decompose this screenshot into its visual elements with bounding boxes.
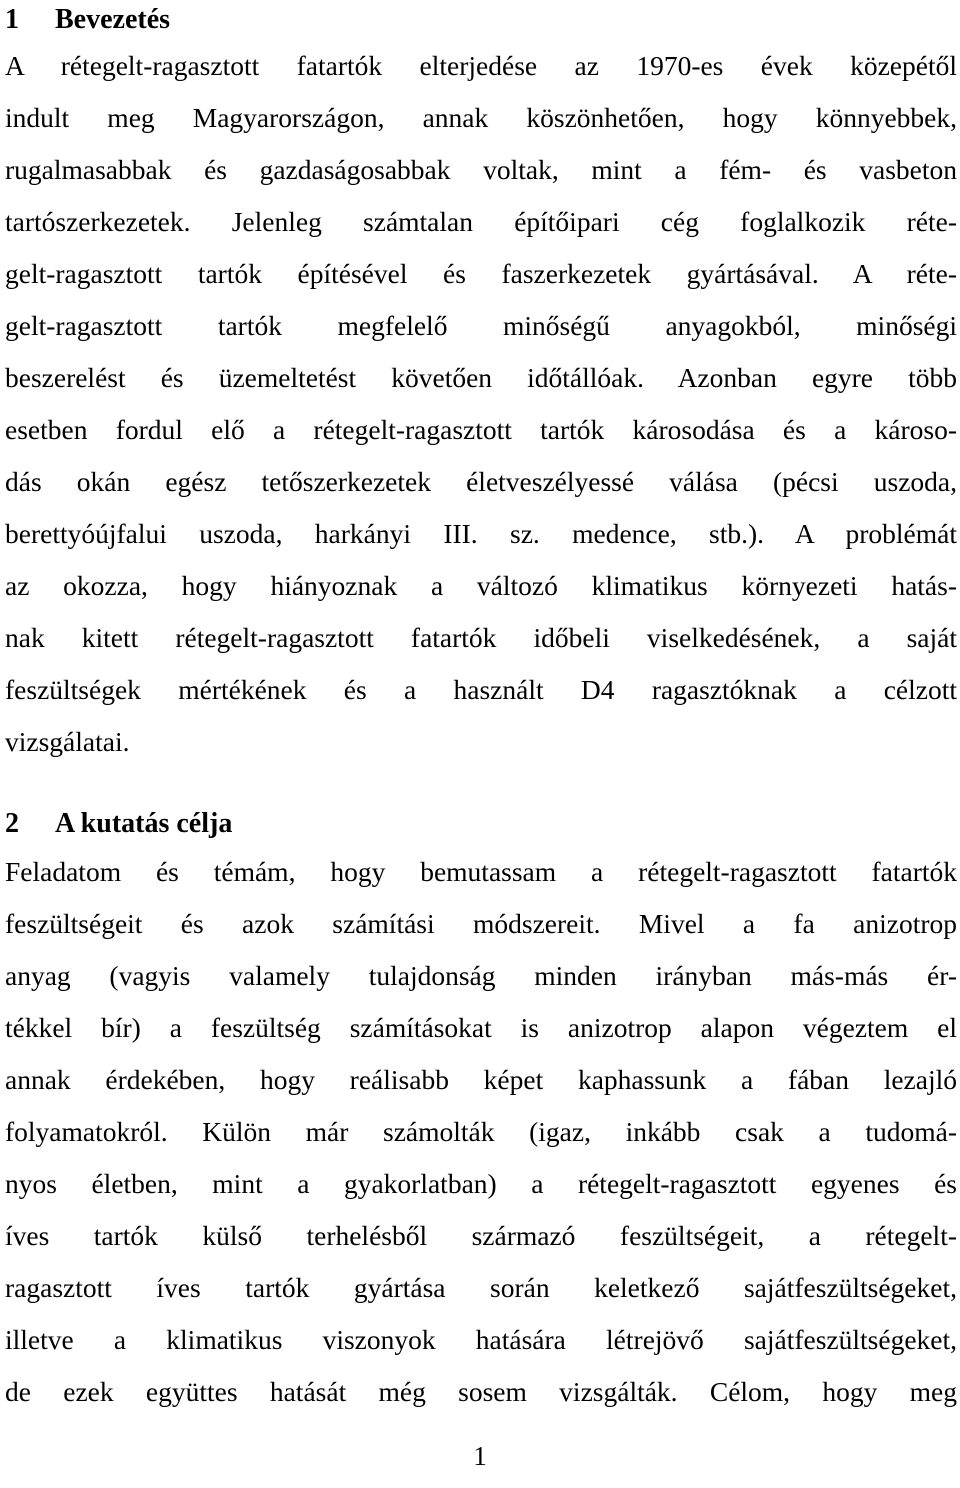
text-line: nyos életben, mint a gyakorlatban) a rétegelt-ragasztott egyenes és: [5, 1168, 957, 1199]
text-line: folyamatokról. Külön már számolták (igaz, inkább csak a tudomá-: [5, 1116, 957, 1147]
text-line: rugalmasabbak és gazdaságosabbak voltak, mint a fém- és vasbeton: [5, 154, 957, 185]
text-line: anyag (vagyis valamely tulajdonság minden irányban más-más ér-: [5, 960, 957, 991]
section-title: A kutatás célja: [55, 808, 233, 839]
section-heading-research-goal: [5, 806, 232, 842]
text-line: A rétegelt-ragasztott fatartók elterjedése az 1970-es évek közepétől: [5, 50, 957, 81]
page-number: 1: [473, 1441, 487, 1471]
text-line: az okozza, hogy hiányoznak a változó klimatikus környezeti hatás-: [5, 570, 957, 601]
text-line: gelt-ragasztott tartók építésével és faszerkezetek gyártásával. A réte-: [5, 258, 957, 289]
text-line: de ezek együttes hatását még sosem vizsgálták. Célom, hogy meg: [5, 1376, 957, 1407]
text-line: berettyóújfalui uszoda, harkányi III. sz. medence, stb.). A problémát: [5, 518, 957, 549]
text-line: beszerelést és üzemeltetést követően időtállóak. Azonban egyre több: [5, 362, 957, 393]
text-line: annak érdekében, hogy reálisabb képet kaphassunk a fában lezajló: [5, 1064, 957, 1095]
section-title: Bevezetés: [55, 4, 171, 35]
text-line: íves tartók külső terhelésből származó feszültségeit, a rétegelt-: [5, 1220, 957, 1251]
text-line: esetben fordul elő a rétegelt-ragasztott tartók károsodása és a károso-: [5, 414, 957, 445]
section-number: 1: [5, 4, 19, 35]
text-line: feszültségeit és azok számítási módszereit. Mivel a fa anizotrop: [5, 908, 957, 939]
text-line: Feladatom és témám, hogy bemutassam a rétegelt-ragasztott fatartók: [5, 856, 957, 887]
text-line: feszültségek mértékének és a használt D4 ragasztóknak a célzott: [5, 674, 957, 705]
text-line: ragasztott íves tartók gyártása során keletkező sajátfeszültségeket,: [5, 1272, 957, 1303]
text-line: dás okán egész tetőszerkezetek életveszélyessé válása (pécsi uszoda,: [5, 466, 957, 497]
text-line: indult meg Magyarországon, annak köszönhetően, hogy könnyebbek,: [5, 102, 957, 133]
section-number: 2: [5, 808, 19, 839]
text-line: tékkel bír) a feszültség számításokat is anizotrop alapon végeztem el: [5, 1012, 957, 1043]
text-line: nak kitett rétegelt-ragasztott fatartók időbeli viselkedésének, a saját: [5, 622, 957, 653]
research-goal-paragraph: [5, 846, 957, 1418]
text-line: vizsgálatai.: [5, 726, 130, 757]
text-line: tartószerkezetek. Jelenleg számtalan építőipari cég foglalkozik réte-: [5, 206, 957, 237]
text-line: illetve a klimatikus viszonyok hatására létrejövő sajátfeszültségeket,: [5, 1324, 957, 1355]
introduction-paragraph: [5, 14, 957, 768]
text-line: gelt-ragasztott tartók megfelelő minőségű anyagokból, minőségi: [5, 310, 957, 341]
